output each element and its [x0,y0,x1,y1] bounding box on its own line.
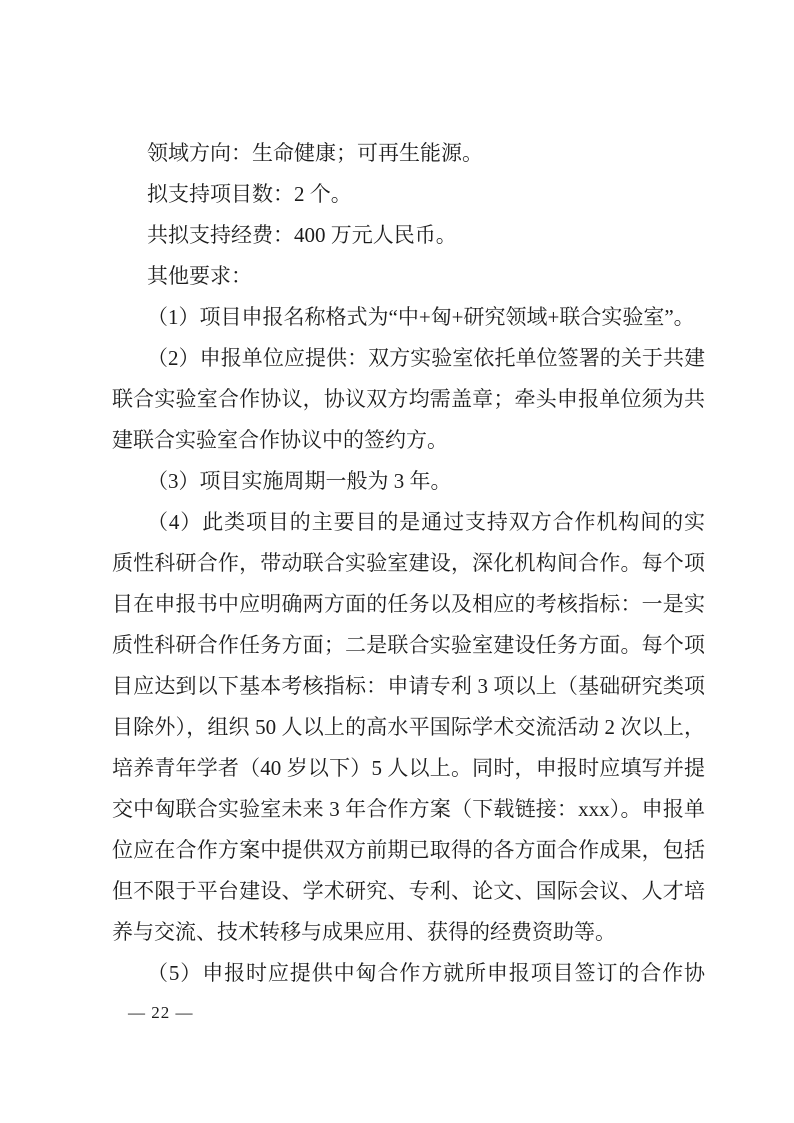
text-line: 交中匈联合实验室未来 3 年合作方案（下载链接：xxx）。申报单 [112,797,705,821]
text-line: 目除外），组织 50 人以上的高水平国际学术交流活动 2 次以上， [112,715,705,739]
text-line: 质性科研合作，带动联合实验室建设，深化机构间合作。每个项 [112,551,705,575]
text-line: （4）此类项目的主要目的是通过支持双方合作机构间的实 [147,510,705,534]
text-line: 培养青年学者（40 岁以下）5 人以上。同时，申报时应填写并提 [112,756,705,780]
text-line: 目应达到以下基本考核指标：申请专利 3 项以上（基础研究类项 [112,674,705,698]
body-text [112,133,705,994]
text-line: 位应在合作方案中提供双方前期已取得的各方面合作成果，包括 [112,838,705,862]
text-line: 质性科研合作任务方面；二是联合实验室建设任务方面。每个项 [112,633,705,657]
text-line: （5）申报时应提供中匈合作方就所申报项目签订的合作协 [147,961,705,985]
text-line: 养与交流、技术转移与成果应用、获得的经费资助等。 [112,920,616,944]
text-line: 拟支持项目数：2 个。 [147,182,352,206]
text-line: （1）项目申报名称格式为“中+匈+研究领域+联合实验室”。 [147,305,695,329]
text-line: 其他要求： [147,264,252,288]
text-line: （3）项目实施周期一般为 3 年。 [147,469,452,493]
text-line: 领域方向：生命健康；可再生能源。 [147,141,483,165]
page-number: — 22 — [128,1003,194,1022]
text-line: 共拟支持经费：400 万元人民币。 [147,223,457,247]
text-line: 建联合实验室合作协议中的签约方。 [112,428,448,452]
text-line: （2）申报单位应提供：双方实验室依托单位签署的关于共建 [147,346,705,370]
text-line: 目在申报书中应明确两方面的任务以及相应的考核指标：一是实 [112,592,705,616]
text-line: 但不限于平台建设、学术研究、专利、论文、国际会议、人才培 [112,879,705,903]
text-line: 联合实验室合作协议，协议双方均需盖章；牵头申报单位须为共 [112,387,705,411]
